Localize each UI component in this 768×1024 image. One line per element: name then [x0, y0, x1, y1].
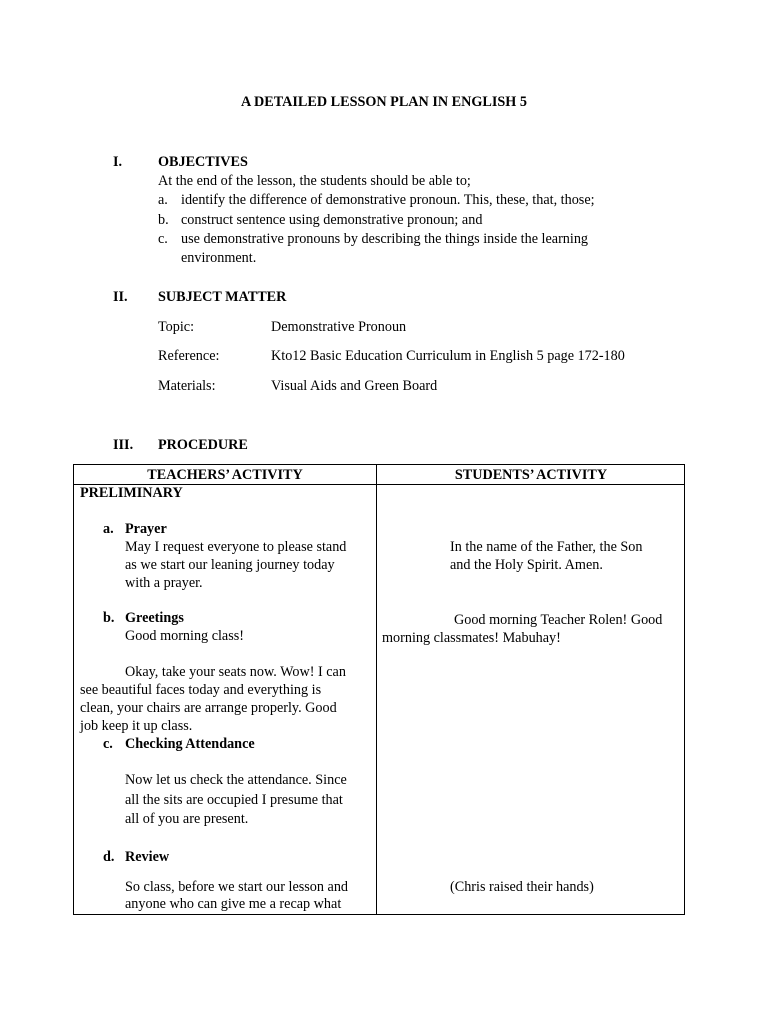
greetings-title: Greetings: [125, 610, 184, 626]
attendance-teacher-line-1: Now let us check the attendance. Since: [125, 772, 347, 788]
objective-text-c-line2: environment.: [181, 250, 257, 266]
attendance-teacher-line-3: all of you are present.: [125, 811, 249, 827]
attendance-title: Checking Attendance: [125, 736, 255, 752]
students-activity-header: STUDENTS’ ACTIVITY: [454, 467, 608, 483]
column-divider: [376, 465, 377, 914]
section-number-objectives: I.: [113, 154, 123, 170]
greetings-teacher-line: Good morning class!: [125, 628, 245, 644]
greetings-student-line-2: morning classmates! Mabuhay!: [382, 630, 561, 646]
objective-letter-c: c.: [158, 231, 168, 247]
section-heading-procedure: PROCEDURE: [158, 437, 248, 453]
greetings-letter: b.: [103, 610, 115, 626]
materials-label: Materials:: [158, 378, 216, 394]
objective-letter-a: a.: [158, 192, 168, 208]
section-number-subject-matter: II.: [113, 289, 128, 305]
prayer-student-line-2: and the Holy Spirit. Amen.: [450, 557, 603, 573]
prayer-title: Prayer: [125, 521, 167, 537]
materials-value: Visual Aids and Green Board: [271, 378, 438, 394]
section-heading-subject-matter: SUBJECT MATTER: [158, 289, 287, 305]
procedure-table: [73, 464, 685, 915]
attendance-teacher-line-2: all the sits are occupied I presume that: [125, 792, 343, 808]
review-teacher-line-2: anyone who can give me a recap what: [125, 896, 342, 912]
review-student-line: (Chris raised their hands): [450, 879, 594, 895]
document-title: A DETAILED LESSON PLAN IN ENGLISH 5: [241, 94, 527, 110]
greetings-paragraph-line-3: clean, your chairs are arrange properly. Good: [80, 700, 337, 716]
review-letter: d.: [103, 849, 115, 865]
greetings-paragraph-line-1: Okay, take your seats now. Wow! I can: [125, 664, 346, 680]
objective-letter-b: b.: [158, 212, 169, 228]
greetings-paragraph-line-4: job keep it up class.: [80, 718, 193, 734]
topic-label: Topic:: [158, 319, 195, 335]
teachers-activity-header: TEACHERS’ ACTIVITY: [147, 467, 303, 483]
attendance-letter: c.: [103, 736, 113, 752]
prayer-student-line-1: In the name of the Father, the Son: [450, 539, 643, 555]
preliminary-heading: PRELIMINARY: [80, 485, 183, 501]
reference-label: Reference:: [158, 348, 220, 364]
prayer-letter: a.: [103, 521, 114, 537]
section-heading-objectives: OBJECTIVES: [158, 154, 248, 170]
objective-text-a: identify the difference of demonstrative pronoun. This, these, that, those;: [181, 192, 595, 208]
prayer-teacher-line-2: as we start our leaning journey today: [125, 557, 335, 573]
prayer-teacher-line-3: with a prayer.: [125, 575, 203, 591]
review-teacher-line-1: So class, before we start our lesson and: [125, 879, 349, 895]
greetings-student-line-1: Good morning Teacher Rolen! Good: [454, 612, 663, 628]
section-number-procedure: III.: [113, 437, 134, 453]
greetings-paragraph-line-2: see beautiful faces today and everything is: [80, 682, 322, 698]
review-title: Review: [125, 849, 170, 865]
objective-text-b: construct sentence using demonstrative pronoun; and: [181, 212, 483, 228]
objectives-intro: At the end of the lesson, the students should be able to;: [158, 173, 471, 189]
topic-value: Demonstrative Pronoun: [271, 319, 407, 335]
reference-value: Kto12 Basic Education Curriculum in English 5 page 172-180: [271, 348, 625, 364]
objective-text-c-line1: use demonstrative pronouns by describing the things inside the learning: [181, 231, 589, 247]
prayer-teacher-line-1: May I request everyone to please stand: [125, 539, 347, 555]
